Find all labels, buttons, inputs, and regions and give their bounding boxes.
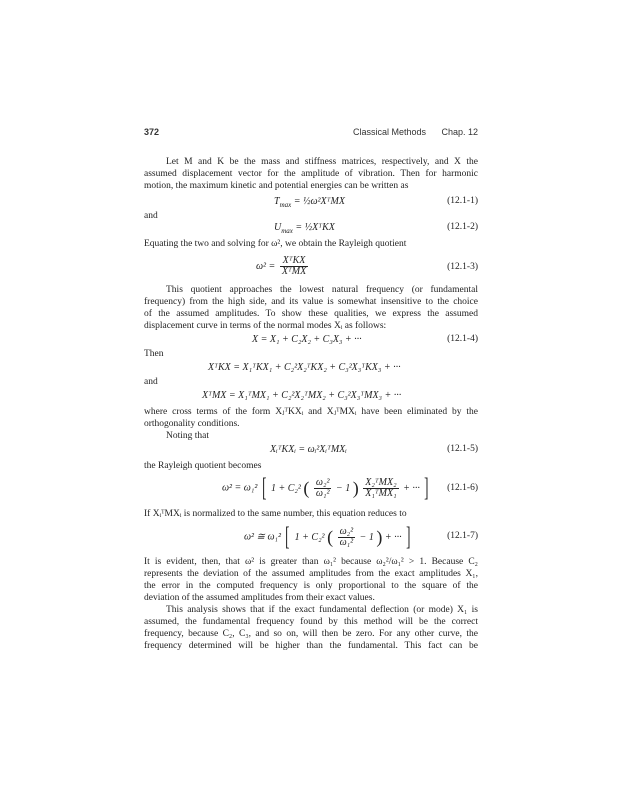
- eq-subscript: max: [279, 201, 292, 209]
- text-line: It is evident, then, that ω² is greater than ω₁² because ω₂²/ω₁² > 1. Because C₂: [144, 557, 478, 567]
- text-line: frequency, because C₂, C₃, and so on, will then be zero. For any other curve, the: [144, 629, 478, 639]
- running-header: [144, 127, 478, 141]
- right-paren: ): [376, 527, 383, 547]
- equation-number: (12.1-7): [447, 531, 478, 541]
- text-line: motion, the maximum kinetic and potential energies can be written as: [144, 181, 409, 191]
- fraction-numerator: XᵀKX: [280, 256, 308, 267]
- equation-number: (12.1-6): [447, 483, 478, 493]
- left-bracket: [: [262, 473, 267, 502]
- fraction-denominator: ω₁²: [315, 487, 330, 499]
- eq-term: − 1: [359, 531, 374, 543]
- eq-lhs: ω² ≅ ω₁²: [244, 531, 281, 543]
- eq-rhs: = ½XᵀKX: [295, 222, 335, 233]
- equation-12-1-5: [144, 444, 478, 458]
- left-bracket: [: [285, 522, 290, 551]
- left-paren: (: [303, 478, 310, 498]
- text-line: represents the deviation of the assumed amplitudes from the exact amplitudes X₁,: [144, 569, 478, 579]
- eq-term: 1 + C₂²: [294, 531, 325, 543]
- text-line: assumed displacement vector for the amplitude of vibration. Then for harmonic: [144, 169, 478, 179]
- text-line: assumed, the fundamental frequency found by this method will be the correct: [144, 617, 478, 627]
- text-line: Noting that: [166, 431, 210, 441]
- text-line: If XᵢᵀMXᵢ is normalized to the same number, this equation reduces to: [144, 509, 407, 519]
- fraction-denominator: ω₁²: [339, 536, 354, 548]
- left-paren: (: [327, 527, 334, 547]
- equation-number: (12.1-3): [447, 262, 478, 272]
- eq-body: X = X₁ + C₂X₂ + C₃X₃ + ···: [252, 334, 362, 345]
- text-line: the Rayleigh quotient becomes: [144, 461, 262, 471]
- text-line: Then: [144, 349, 164, 359]
- equation-number: (12.1-5): [447, 444, 478, 454]
- eq-lhs: U: [274, 222, 282, 233]
- fraction-numerator: ω₂²: [315, 476, 330, 488]
- equation-12-1-2: [144, 222, 478, 236]
- text-line: of the assumed amplitudes. To show these qualities, we express the assumed: [144, 309, 478, 319]
- equation-12-1-3: [144, 254, 478, 280]
- text-line: This quotient approaches the lowest natural frequency (or fundamental: [166, 285, 478, 295]
- equation-12-1-6: [144, 473, 478, 505]
- equation-12-1-4: [144, 334, 478, 348]
- text-line: This analysis shows that if the exact fundamental deflection (or mode) X₁ is: [166, 605, 478, 615]
- right-paren: ): [352, 478, 359, 498]
- eq-lhs: ω² = ω₁²: [222, 482, 258, 494]
- equation-number: (12.1-4): [447, 334, 478, 344]
- eq-subscript: max: [281, 227, 293, 235]
- text-line: and: [144, 211, 158, 221]
- equation-12-1-1: [144, 196, 478, 210]
- fraction-denominator: X₁ᵀMX₁: [365, 487, 397, 499]
- text-line: the error in the computed frequency is only proportional to the square of the: [144, 581, 478, 591]
- text-line: where cross terms of the form XⱼᵀKXᵢ and XⱼᵀMXᵢ have been eliminated by the: [144, 407, 478, 417]
- eq-term: − 1: [335, 482, 351, 494]
- text-line: deviation of the assumed amplitudes from their exact values.: [144, 593, 375, 603]
- equation-number: (12.1-1): [447, 196, 478, 206]
- eq-body: XᵢᵀKXᵢ = ωᵢ²XᵢᵀMXᵢ: [270, 444, 347, 455]
- equation-12-1-7: [144, 522, 478, 552]
- eq-term: + ···: [403, 482, 420, 494]
- right-bracket: ]: [406, 522, 411, 551]
- text-line: displacement curve in terms of the normal modes Xᵢ as follows:: [144, 321, 387, 331]
- fraction: [338, 527, 356, 548]
- text-line: Equating the two and solving for ω², we obtain the Rayleigh quotient: [144, 239, 407, 249]
- eq-term: 1 + C₂²: [271, 482, 301, 494]
- fraction-numerator: X₂ᵀMX₂: [365, 476, 397, 488]
- equation-expansion-m: [144, 390, 478, 404]
- fraction-numerator: ω₂²: [339, 525, 354, 537]
- fraction: [314, 478, 332, 499]
- equation-number: (12.1-2): [447, 222, 478, 232]
- eq-term: + ···: [384, 531, 402, 543]
- eq-rhs: = ½ω²XᵀMX: [293, 196, 345, 207]
- eq-lhs: ω² =: [256, 261, 276, 272]
- text-line: Let M and K be the mass and stiffness matrices, respectively, and X the: [166, 157, 478, 167]
- text-line: and: [144, 377, 158, 387]
- eq-body: XᵀMX = X₁ᵀMX₁ + C₂²X₂ᵀMX₂ + C₃²X₃ᵀMX₃ + ···: [202, 390, 402, 401]
- fraction: [363, 478, 398, 499]
- fraction-denominator: XᵀMX: [281, 266, 307, 277]
- chapter-label: Chap. 12: [441, 127, 478, 137]
- section-title: Classical Methods: [352, 127, 426, 137]
- equation-expansion-k: [144, 362, 478, 376]
- text-line: frequency determined will be higher than the fundamental. This fact can be: [144, 641, 478, 651]
- eq-body: XᵀKX = X₁ᵀKX₁ + C₂²X₂ᵀKX₂ + C₃²X₃ᵀKX₃ + ···: [208, 362, 401, 373]
- right-bracket: ]: [424, 473, 429, 502]
- page-number: 372: [144, 127, 160, 137]
- fraction: [280, 256, 308, 277]
- eq-lhs: T: [274, 196, 280, 207]
- text-line: orthogonality conditions.: [144, 419, 240, 429]
- text-line: frequency) from the high side, and its value is somewhat insensitive to the choice: [144, 297, 478, 307]
